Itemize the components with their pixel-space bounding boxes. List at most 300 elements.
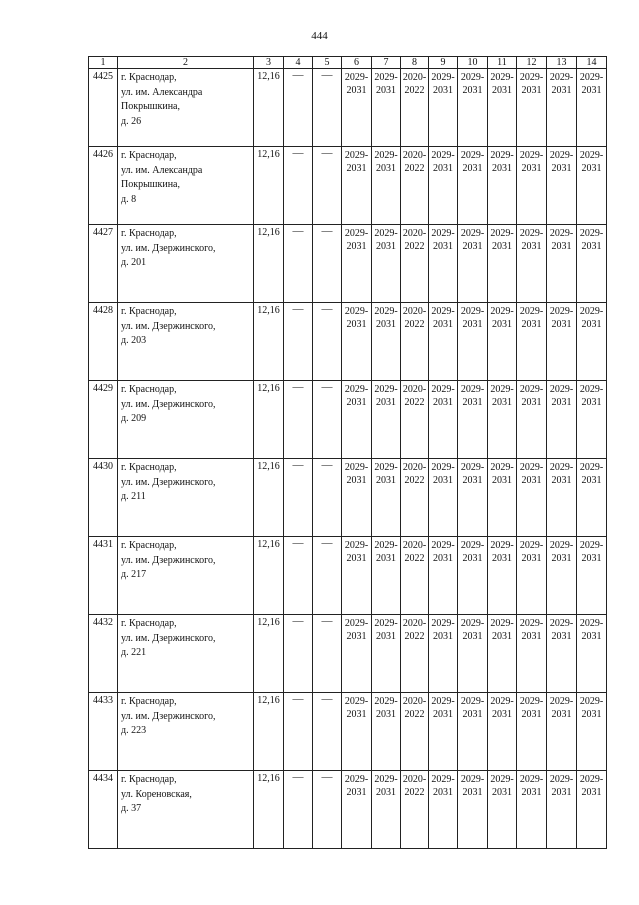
year-end: 2031 xyxy=(376,475,396,486)
table-row xyxy=(89,69,607,147)
year-range-cell xyxy=(372,615,401,693)
header-cell: 3 xyxy=(254,57,284,69)
year-start: 2029- xyxy=(519,306,544,317)
year-start: 2029- xyxy=(490,774,514,785)
year-start: 2029- xyxy=(344,462,369,473)
year-range-cell xyxy=(488,381,517,459)
year-range-cell xyxy=(372,69,401,147)
year-start: 2029- xyxy=(344,72,369,83)
dash-cell: — xyxy=(313,537,342,615)
year-range-cell xyxy=(517,693,547,771)
year-range-cell xyxy=(517,303,547,381)
year-end: 2031 xyxy=(376,787,396,798)
year-range-cell xyxy=(458,615,488,693)
year-range-cell xyxy=(577,771,607,849)
year-start: 2029- xyxy=(519,228,544,239)
year-range-cell xyxy=(429,225,458,303)
dash-cell: — xyxy=(313,771,342,849)
year-start: 2029- xyxy=(549,72,574,83)
year-start: 2029- xyxy=(374,540,398,551)
year-start: 2029- xyxy=(460,462,485,473)
header-cell: 10 xyxy=(458,57,488,69)
year-end: 2031 xyxy=(551,319,572,330)
year-start: 2020- xyxy=(402,228,427,239)
header-cell: 6 xyxy=(342,57,372,69)
year-end: 2022 xyxy=(404,397,425,408)
address-line: ул. им. Дзержинского, xyxy=(121,554,216,566)
year-range-cell xyxy=(547,147,577,225)
year-start: 2029- xyxy=(579,384,604,395)
year-start: 2029- xyxy=(579,774,604,785)
year-range-cell xyxy=(342,459,372,537)
year-range-cell xyxy=(488,147,517,225)
address-line: г. Краснодар, xyxy=(121,384,177,395)
year-start: 2029- xyxy=(431,72,455,83)
year-range-cell xyxy=(342,303,372,381)
year-start: 2029- xyxy=(519,150,544,161)
address-line: г. Краснодар, xyxy=(121,618,177,629)
address-line: д. 203 xyxy=(121,335,147,346)
year-range-cell xyxy=(401,225,429,303)
year-start: 2029- xyxy=(549,462,574,473)
address-line: д. 223 xyxy=(121,725,147,736)
year-end: 2031 xyxy=(346,787,367,798)
year-range-cell xyxy=(577,459,607,537)
row-number: 4429 xyxy=(89,381,118,459)
year-range-cell xyxy=(401,537,429,615)
year-range-cell xyxy=(401,771,429,849)
year-end: 2031 xyxy=(462,241,483,252)
dash-cell: — xyxy=(313,303,342,381)
header-cell: 11 xyxy=(488,57,517,69)
address-cell xyxy=(118,147,254,225)
year-start: 2029- xyxy=(431,774,455,785)
year-range-cell xyxy=(372,381,401,459)
year-start: 2029- xyxy=(344,618,369,629)
address-line: Покрышкина, xyxy=(121,179,180,190)
header-cell: 14 xyxy=(577,57,607,69)
year-start: 2029- xyxy=(549,618,574,629)
year-range-cell xyxy=(401,381,429,459)
year-range-cell xyxy=(488,225,517,303)
table-row xyxy=(89,303,607,381)
year-start: 2029- xyxy=(579,540,604,551)
year-range-cell xyxy=(342,771,372,849)
year-start: 2029- xyxy=(579,228,604,239)
year-end: 2031 xyxy=(521,631,542,642)
year-end: 2031 xyxy=(492,553,512,564)
year-range-cell xyxy=(577,615,607,693)
year-range-cell xyxy=(517,771,547,849)
year-end: 2031 xyxy=(346,85,367,96)
year-end: 2031 xyxy=(521,397,542,408)
address-cell xyxy=(118,771,254,849)
address-cell xyxy=(118,615,254,693)
year-end: 2031 xyxy=(433,85,453,96)
year-start: 2029- xyxy=(490,306,514,317)
year-start: 2029- xyxy=(579,462,604,473)
year-end: 2031 xyxy=(376,709,396,720)
year-start: 2020- xyxy=(402,618,427,629)
year-end: 2031 xyxy=(433,397,453,408)
year-start: 2029- xyxy=(431,228,455,239)
year-range-cell xyxy=(547,615,577,693)
year-end: 2031 xyxy=(492,709,512,720)
year-range-cell xyxy=(458,225,488,303)
year-range-cell xyxy=(401,147,429,225)
year-end: 2022 xyxy=(404,787,425,798)
year-start: 2029- xyxy=(374,72,398,83)
year-range-cell xyxy=(547,225,577,303)
address-cell xyxy=(118,69,254,147)
year-end: 2031 xyxy=(581,475,602,486)
address-line: д. 211 xyxy=(121,491,146,502)
value-cell: 12,16 xyxy=(254,303,284,381)
dash-cell: — xyxy=(313,459,342,537)
value-cell: 12,16 xyxy=(254,693,284,771)
year-range-cell xyxy=(401,693,429,771)
year-start: 2029- xyxy=(431,618,455,629)
year-end: 2031 xyxy=(551,397,572,408)
year-start: 2020- xyxy=(402,696,427,707)
year-range-cell xyxy=(429,69,458,147)
year-start: 2029- xyxy=(519,774,544,785)
address-cell xyxy=(118,459,254,537)
value-cell: 12,16 xyxy=(254,225,284,303)
year-end: 2031 xyxy=(433,553,453,564)
year-start: 2020- xyxy=(402,306,427,317)
year-end: 2031 xyxy=(433,787,453,798)
year-range-cell xyxy=(458,537,488,615)
header-cell: 13 xyxy=(547,57,577,69)
value-cell: 12,16 xyxy=(254,147,284,225)
year-end: 2031 xyxy=(521,85,542,96)
year-end: 2031 xyxy=(433,319,453,330)
year-end: 2031 xyxy=(433,709,453,720)
year-start: 2029- xyxy=(490,384,514,395)
year-end: 2031 xyxy=(521,787,542,798)
year-end: 2031 xyxy=(462,163,483,174)
year-start: 2029- xyxy=(549,306,574,317)
year-range-cell xyxy=(547,381,577,459)
dash-cell: — xyxy=(313,615,342,693)
year-start: 2029- xyxy=(519,540,544,551)
year-end: 2031 xyxy=(346,163,367,174)
year-range-cell xyxy=(547,537,577,615)
year-end: 2031 xyxy=(376,553,396,564)
year-range-cell xyxy=(342,381,372,459)
row-number: 4434 xyxy=(89,771,118,849)
address-line: ул. им. Александра xyxy=(121,164,203,176)
year-start: 2029- xyxy=(460,384,485,395)
year-range-cell xyxy=(429,693,458,771)
header-cell: 7 xyxy=(372,57,401,69)
year-end: 2031 xyxy=(462,397,483,408)
year-end: 2031 xyxy=(462,787,483,798)
year-start: 2020- xyxy=(402,384,427,395)
year-range-cell xyxy=(342,225,372,303)
table-row xyxy=(89,537,607,615)
year-range-cell xyxy=(372,537,401,615)
address-line: ул. им. Дзержинского, xyxy=(121,632,216,644)
year-end: 2031 xyxy=(462,319,483,330)
year-range-cell xyxy=(458,381,488,459)
header-cell: 5 xyxy=(313,57,342,69)
year-start: 2029- xyxy=(431,462,455,473)
register-table xyxy=(88,56,607,849)
table-row xyxy=(89,147,607,225)
year-start: 2029- xyxy=(490,150,514,161)
year-start: 2029- xyxy=(549,228,574,239)
table-row xyxy=(89,615,607,693)
address-line: г. Краснодар, xyxy=(121,540,177,551)
year-range-cell xyxy=(488,693,517,771)
year-range-cell xyxy=(517,537,547,615)
year-range-cell xyxy=(488,459,517,537)
year-start: 2029- xyxy=(460,774,485,785)
year-end: 2031 xyxy=(492,787,512,798)
page-number: 444 xyxy=(311,30,328,42)
year-start: 2029- xyxy=(579,150,604,161)
row-number: 4430 xyxy=(89,459,118,537)
row-number: 4431 xyxy=(89,537,118,615)
header-cell: 4 xyxy=(284,57,313,69)
year-end: 2031 xyxy=(376,241,396,252)
year-start: 2029- xyxy=(519,696,544,707)
year-start: 2029- xyxy=(549,150,574,161)
year-end: 2031 xyxy=(581,553,602,564)
year-end: 2022 xyxy=(404,241,425,252)
year-start: 2029- xyxy=(519,384,544,395)
year-range-cell xyxy=(488,615,517,693)
address-line: ул. Кореновская, xyxy=(121,788,192,800)
year-range-cell xyxy=(517,147,547,225)
address-line: г. Краснодар, xyxy=(121,72,177,83)
value-cell: 12,16 xyxy=(254,381,284,459)
address-line: Покрышкина, xyxy=(121,101,180,112)
year-end: 2031 xyxy=(581,85,602,96)
address-cell xyxy=(118,381,254,459)
year-range-cell xyxy=(401,69,429,147)
year-start: 2029- xyxy=(460,540,485,551)
value-cell: 12,16 xyxy=(254,771,284,849)
year-range-cell xyxy=(577,147,607,225)
year-end: 2031 xyxy=(376,319,396,330)
dash-cell: — xyxy=(284,771,313,849)
year-range-cell xyxy=(429,459,458,537)
year-start: 2029- xyxy=(549,384,574,395)
year-end: 2031 xyxy=(521,319,542,330)
year-start: 2029- xyxy=(344,540,369,551)
year-start: 2029- xyxy=(374,228,398,239)
table-row xyxy=(89,459,607,537)
dash-cell: — xyxy=(313,69,342,147)
header-cell: 1 xyxy=(89,57,118,69)
year-start: 2029- xyxy=(490,540,514,551)
year-start: 2029- xyxy=(374,384,398,395)
year-range-cell xyxy=(488,771,517,849)
address-cell xyxy=(118,693,254,771)
year-end: 2022 xyxy=(404,475,425,486)
address-line: ул. им. Дзержинского, xyxy=(121,476,216,488)
year-end: 2031 xyxy=(581,709,602,720)
year-end: 2031 xyxy=(462,631,483,642)
year-range-cell xyxy=(577,381,607,459)
year-start: 2029- xyxy=(549,540,574,551)
year-end: 2022 xyxy=(404,163,425,174)
year-range-cell xyxy=(372,147,401,225)
year-start: 2029- xyxy=(374,774,398,785)
year-range-cell xyxy=(429,771,458,849)
year-range-cell xyxy=(401,615,429,693)
header-cell: 8 xyxy=(401,57,429,69)
address-line: д. 209 xyxy=(121,413,147,424)
table-row xyxy=(89,771,607,849)
year-range-cell xyxy=(517,381,547,459)
year-end: 2031 xyxy=(551,631,572,642)
year-end: 2031 xyxy=(433,475,453,486)
year-start: 2029- xyxy=(431,696,455,707)
year-end: 2031 xyxy=(551,787,572,798)
year-range-cell xyxy=(577,225,607,303)
dash-cell: — xyxy=(284,459,313,537)
year-end: 2031 xyxy=(551,553,572,564)
year-end: 2031 xyxy=(346,241,367,252)
year-range-cell xyxy=(577,537,607,615)
year-end: 2031 xyxy=(581,397,602,408)
year-end: 2031 xyxy=(581,631,602,642)
year-range-cell xyxy=(458,459,488,537)
year-start: 2020- xyxy=(402,72,427,83)
year-range-cell xyxy=(372,459,401,537)
address-line: г. Краснодар, xyxy=(121,150,177,161)
year-start: 2029- xyxy=(374,306,398,317)
year-end: 2031 xyxy=(462,475,483,486)
year-start: 2029- xyxy=(490,696,514,707)
year-end: 2031 xyxy=(462,553,483,564)
row-number: 4432 xyxy=(89,615,118,693)
address-cell xyxy=(118,225,254,303)
address-line: г. Краснодар, xyxy=(121,774,177,785)
year-start: 2020- xyxy=(402,774,427,785)
dash-cell: — xyxy=(284,693,313,771)
address-line: д. 201 xyxy=(121,257,147,268)
year-end: 2031 xyxy=(462,85,483,96)
year-range-cell xyxy=(458,147,488,225)
year-range-cell xyxy=(577,693,607,771)
year-range-cell xyxy=(429,615,458,693)
year-range-cell xyxy=(372,771,401,849)
year-range-cell xyxy=(342,615,372,693)
year-start: 2020- xyxy=(402,462,427,473)
year-range-cell xyxy=(458,693,488,771)
address-line: д. 217 xyxy=(121,569,147,580)
value-cell: 12,16 xyxy=(254,537,284,615)
address-line: ул. им. Дзержинского, xyxy=(121,398,216,410)
year-start: 2029- xyxy=(579,618,604,629)
year-range-cell xyxy=(517,615,547,693)
year-start: 2029- xyxy=(460,150,485,161)
year-end: 2031 xyxy=(551,85,572,96)
address-line: г. Краснодар, xyxy=(121,696,177,707)
year-end: 2031 xyxy=(521,241,542,252)
year-end: 2031 xyxy=(433,241,453,252)
year-range-cell xyxy=(488,303,517,381)
year-end: 2031 xyxy=(346,397,367,408)
year-range-cell xyxy=(577,303,607,381)
year-range-cell xyxy=(429,303,458,381)
year-end: 2031 xyxy=(581,787,602,798)
year-end: 2031 xyxy=(492,475,512,486)
year-range-cell xyxy=(458,69,488,147)
dash-cell: — xyxy=(284,69,313,147)
address-line: г. Краснодар, xyxy=(121,462,177,473)
year-end: 2022 xyxy=(404,631,425,642)
year-range-cell xyxy=(517,225,547,303)
year-start: 2029- xyxy=(344,228,369,239)
dash-cell: — xyxy=(313,693,342,771)
year-end: 2031 xyxy=(521,709,542,720)
year-range-cell xyxy=(488,69,517,147)
year-end: 2031 xyxy=(492,163,512,174)
year-end: 2031 xyxy=(346,475,367,486)
year-range-cell xyxy=(547,69,577,147)
year-start: 2029- xyxy=(431,150,455,161)
address-line: д. 8 xyxy=(121,193,137,205)
year-range-cell xyxy=(547,459,577,537)
year-start: 2029- xyxy=(460,228,485,239)
address-line: ул. им. Дзержинского, xyxy=(121,242,216,254)
year-end: 2031 xyxy=(521,553,542,564)
address-line: г. Краснодар, xyxy=(121,228,177,239)
dash-cell: — xyxy=(313,225,342,303)
year-end: 2031 xyxy=(492,319,512,330)
year-start: 2029- xyxy=(374,150,398,161)
address-line: ул. им. Дзержинского, xyxy=(121,320,216,332)
year-end: 2031 xyxy=(346,709,367,720)
year-range-cell xyxy=(342,537,372,615)
year-start: 2029- xyxy=(490,228,514,239)
year-end: 2031 xyxy=(521,475,542,486)
year-range-cell xyxy=(342,69,372,147)
year-start: 2029- xyxy=(460,72,485,83)
year-start: 2029- xyxy=(344,696,369,707)
year-start: 2029- xyxy=(490,72,514,83)
dash-cell: — xyxy=(284,303,313,381)
year-end: 2031 xyxy=(433,631,453,642)
value-cell: 12,16 xyxy=(254,615,284,693)
year-end: 2031 xyxy=(551,163,572,174)
header-cell: 12 xyxy=(517,57,547,69)
year-start: 2029- xyxy=(431,540,455,551)
year-end: 2031 xyxy=(376,85,396,96)
year-end: 2031 xyxy=(551,475,572,486)
year-end: 2031 xyxy=(376,631,396,642)
year-range-cell xyxy=(547,693,577,771)
row-number: 4425 xyxy=(89,69,118,147)
year-end: 2031 xyxy=(551,241,572,252)
value-cell: 12,16 xyxy=(254,69,284,147)
year-start: 2029- xyxy=(460,306,485,317)
dash-cell: — xyxy=(284,615,313,693)
year-range-cell xyxy=(517,459,547,537)
year-end: 2031 xyxy=(521,163,542,174)
year-start: 2029- xyxy=(519,462,544,473)
year-range-cell xyxy=(458,303,488,381)
year-range-cell xyxy=(342,147,372,225)
year-end: 2031 xyxy=(551,709,572,720)
year-start: 2029- xyxy=(344,384,369,395)
